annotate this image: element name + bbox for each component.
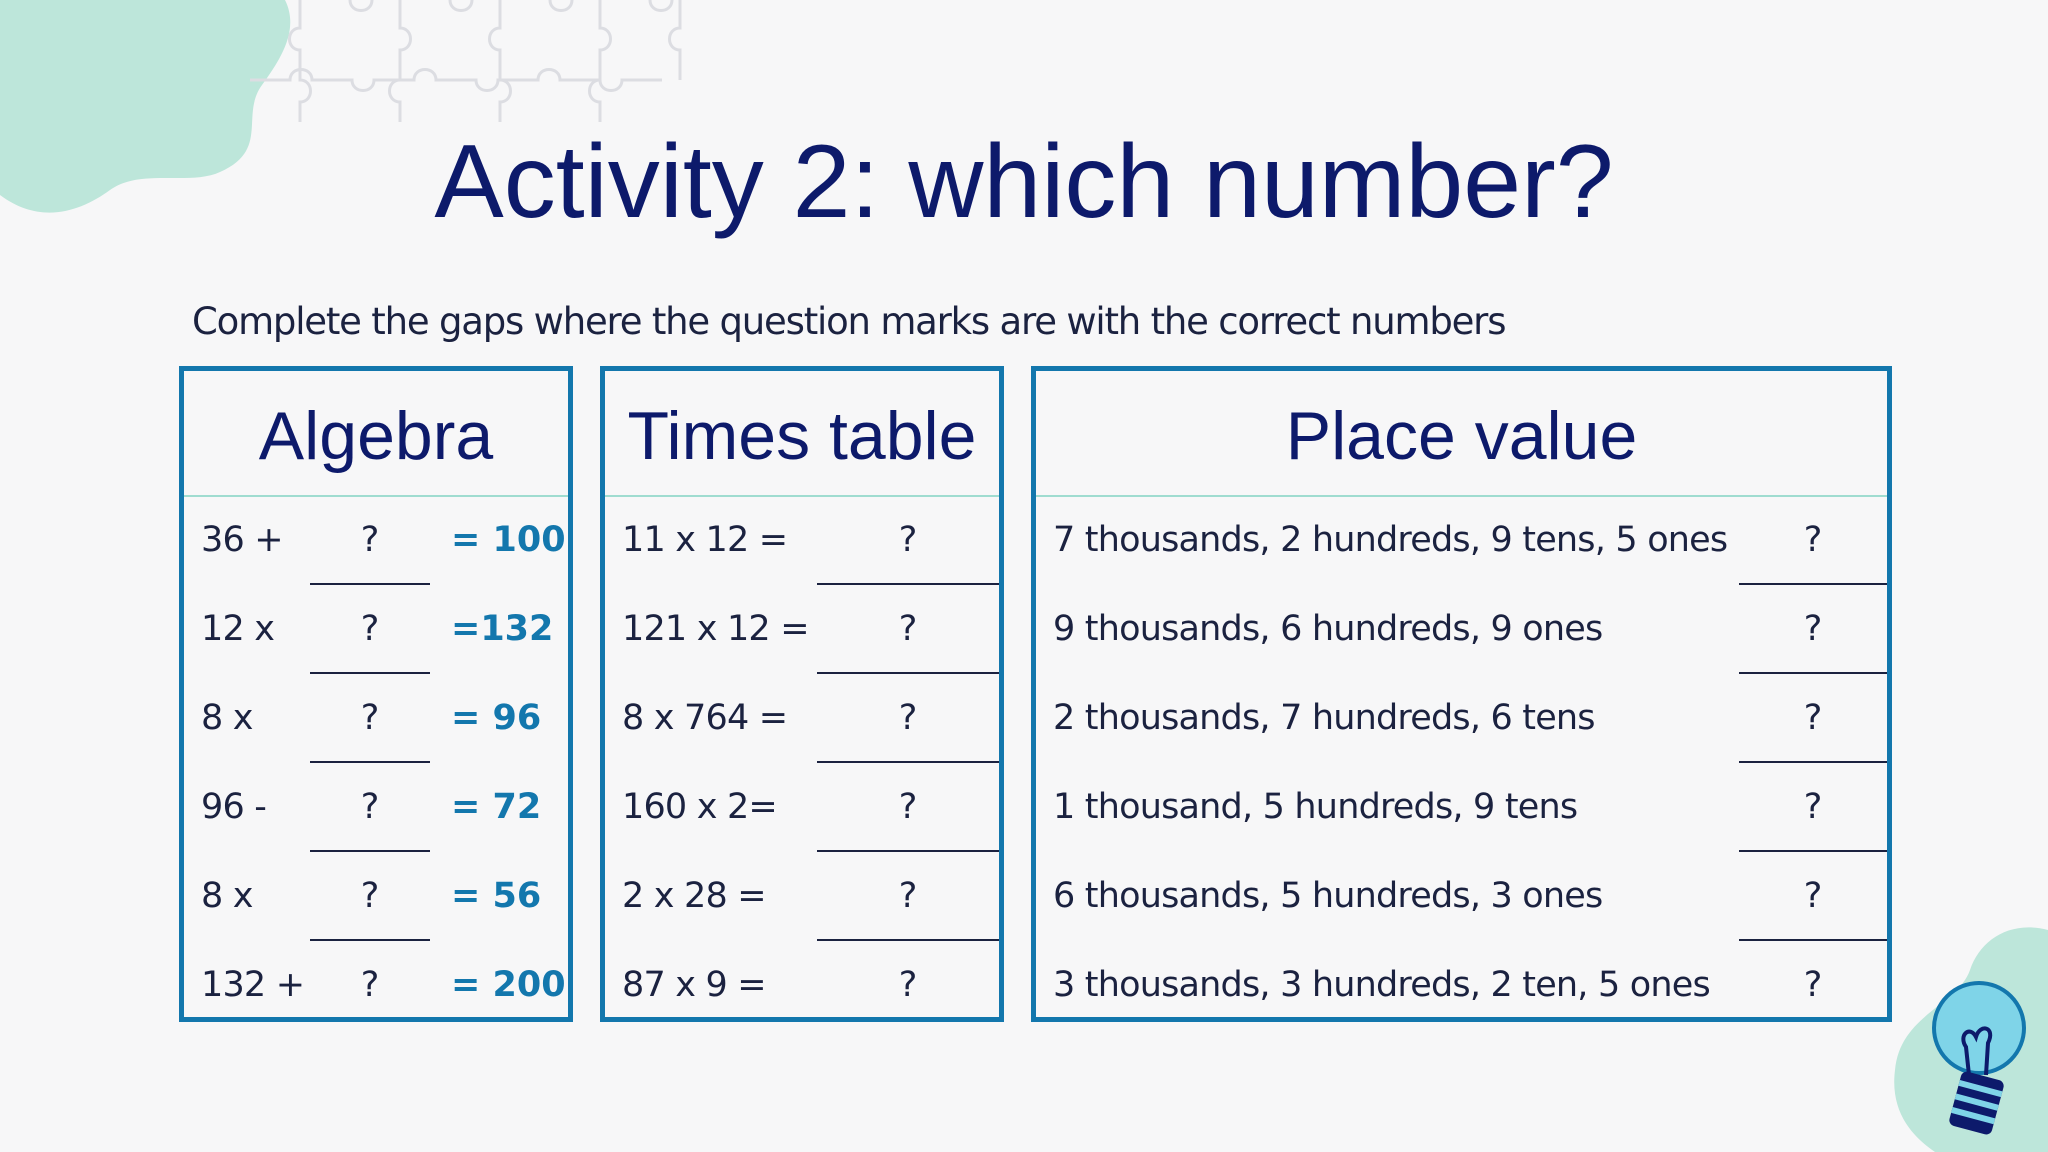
place-value-prompt: 2 thousands, 7 hundreds, 6 tens (1053, 698, 1595, 738)
answer-blank[interactable]: ? (817, 674, 999, 763)
table-row (184, 852, 568, 941)
expression-result: = 200 (451, 965, 566, 1005)
answer-blank[interactable]: ? (310, 496, 430, 585)
instructions-text: Complete the gaps where the question marks are with the correct numbers (192, 300, 1506, 343)
answer-blank[interactable]: ? (310, 852, 430, 941)
jigsaw-pattern-icon (240, 0, 720, 125)
times-table-heading: Times table (605, 371, 999, 497)
table-row (184, 585, 568, 674)
answer-blank[interactable]: ? (310, 585, 430, 674)
multiplication-prompt: 160 x 2= (622, 787, 777, 827)
table-row (605, 674, 999, 763)
multiplication-prompt: 87 x 9 = (622, 965, 766, 1005)
expression-prefix: 8 x (201, 876, 253, 916)
expression-prefix: 96 - (201, 787, 267, 827)
expression-prefix: 132 + (201, 965, 305, 1005)
expression-result: =132 (451, 609, 554, 649)
algebra-panel (179, 366, 573, 1022)
expression-result: = 96 (451, 698, 542, 738)
place-value-prompt: 1 thousand, 5 hundreds, 9 tens (1053, 787, 1578, 827)
table-row (184, 941, 568, 1030)
answer-blank[interactable]: ? (310, 763, 430, 852)
answer-blank[interactable]: ? (310, 674, 430, 763)
place-value-panel (1031, 366, 1892, 1022)
place-value-heading: Place value (1036, 371, 1887, 497)
expression-prefix: 12 x (201, 609, 275, 649)
table-row (184, 763, 568, 852)
times-table-panel (600, 366, 1004, 1022)
answer-blank[interactable]: ? (817, 852, 999, 941)
answer-blank[interactable]: ? (1739, 496, 1887, 585)
table-row (1036, 585, 1887, 674)
expression-prefix: 36 + (201, 520, 283, 560)
expression-result: = 72 (451, 787, 542, 827)
place-value-prompt: 3 thousands, 3 hundreds, 2 ten, 5 ones (1053, 965, 1710, 1005)
expression-result: = 56 (451, 876, 542, 916)
table-row (184, 674, 568, 763)
table-row (605, 763, 999, 852)
answer-blank[interactable]: ? (1739, 674, 1887, 763)
table-row (1036, 496, 1887, 585)
multiplication-prompt: 11 x 12 = (622, 520, 788, 560)
page-title: Activity 2: which number? (434, 124, 1614, 240)
table-row (605, 496, 999, 585)
table-row (1036, 941, 1887, 1030)
table-row (1036, 763, 1887, 852)
table-row (1036, 852, 1887, 941)
place-value-prompt: 6 thousands, 5 hundreds, 3 ones (1053, 876, 1603, 916)
answer-blank[interactable]: ? (1739, 585, 1887, 674)
table-row (184, 496, 568, 585)
table-row (605, 941, 999, 1030)
expression-result: = 100 (451, 520, 566, 560)
multiplication-prompt: 2 x 28 = (622, 876, 766, 916)
multiplication-prompt: 121 x 12 = (622, 609, 809, 649)
place-value-prompt: 7 thousands, 2 hundreds, 9 tens, 5 ones (1053, 520, 1728, 560)
lightbulb-icon (1924, 975, 2029, 1140)
answer-blank[interactable]: ? (817, 585, 999, 674)
table-row (605, 585, 999, 674)
table-row (605, 852, 999, 941)
answer-blank[interactable]: ? (1739, 763, 1887, 852)
answer-blank[interactable]: ? (1803, 965, 1823, 1005)
table-row (1036, 674, 1887, 763)
place-value-prompt: 9 thousands, 6 hundreds, 9 ones (1053, 609, 1603, 649)
multiplication-prompt: 8 x 764 = (622, 698, 788, 738)
answer-blank[interactable]: ? (817, 496, 999, 585)
answer-blank[interactable]: ? (360, 965, 380, 1005)
algebra-heading: Algebra (184, 371, 568, 497)
answer-blank[interactable]: ? (817, 763, 999, 852)
answer-blank[interactable]: ? (1739, 852, 1887, 941)
expression-prefix: 8 x (201, 698, 253, 738)
answer-blank[interactable]: ? (898, 965, 918, 1005)
